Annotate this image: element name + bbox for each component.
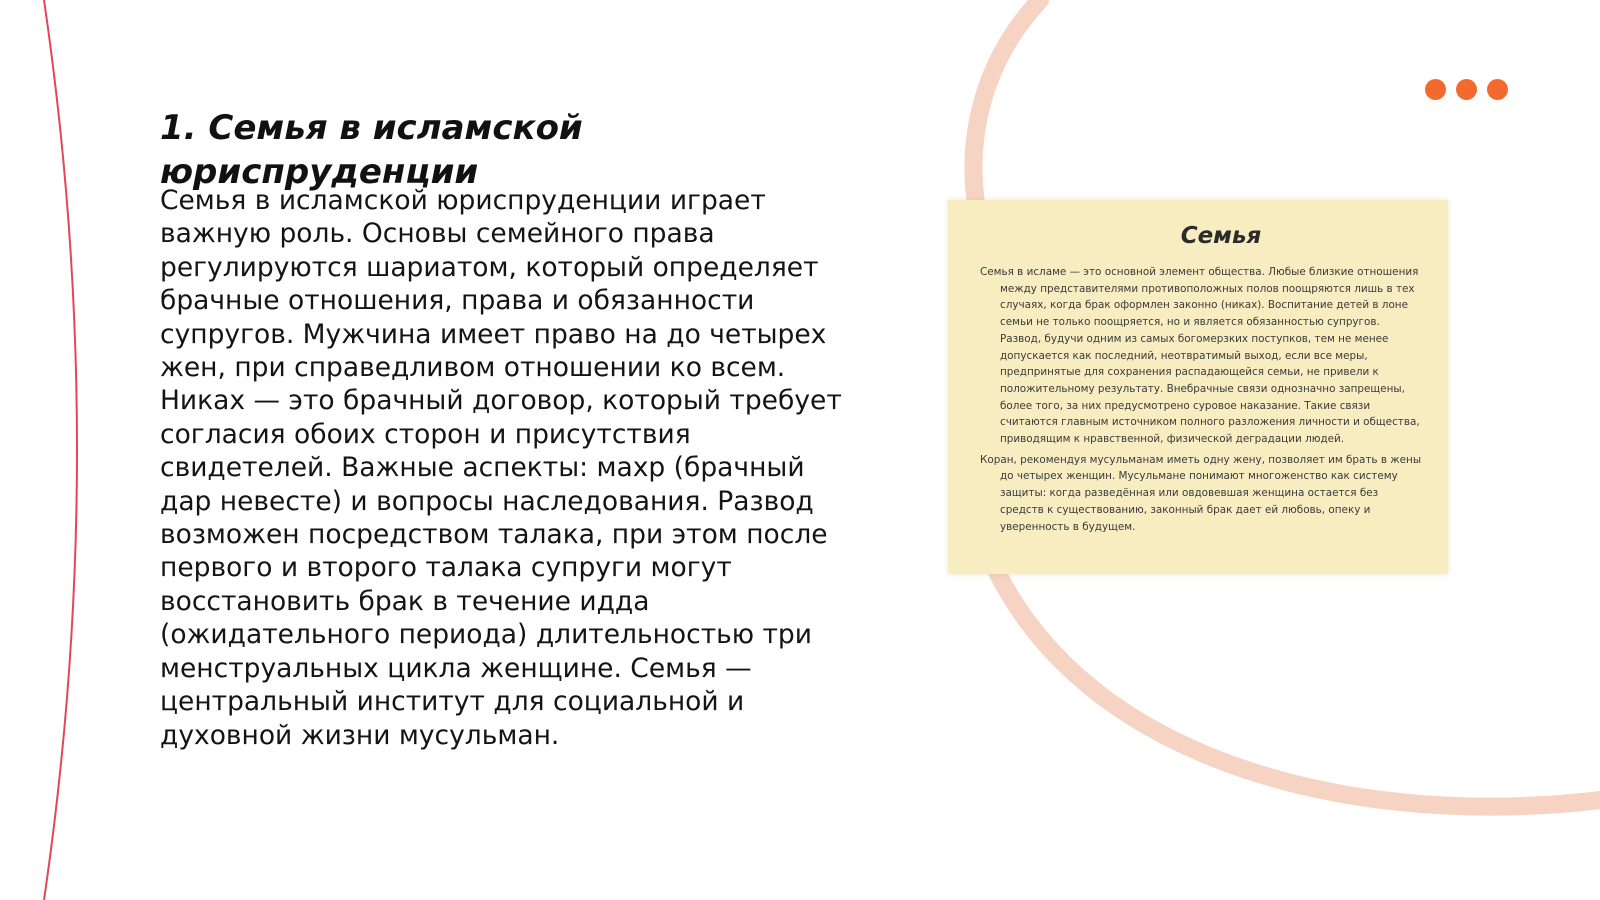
left-curve-line [44, 0, 77, 900]
slide-body-text: Семья в исламской юриспруденции играет важную роль. Основы семейного права регулируются шариатом, который определяет брачные отношения, права и обязанности супругов. Мужчина имеет право на до четырех жен, при справедливом отношении ко всем. Никах — это брачный договор, который требует согласия обоих сторон и присутствия свидетелей. Важные аспекты: махр (брачный дар невесте) и вопросы наследования. Развод возможен посредством талака, при этом после первого и второго талака супруги могут восстановить брак в течение идда (ожидательного периода) длительностью три менструальных цикла женщине. Семья — центральный институт для социальной и духовной жизни мусульман. [160, 185, 842, 751]
dot-icon [1487, 79, 1508, 100]
info-card-image [948, 200, 1448, 574]
card-title: Семья [1180, 223, 1262, 249]
card-paragraph: Семья в исламе — это основной элемент общества. Любые близкие отношения между представителями противоположных полов поощряются лишь в тех случаях, когда брак оформлен законно (никах). Воспитание детей в лоне семьи не только поощряется, но и является обязанностью супругов. Развод, будучи одним из самых богомерзких поступков, тем не менее допускается как последний, неотвратимый выход, если все меры, предпринятые для сохранения распадающейся семьи, не привели к положительному результату. Внебрачные связи однозначно запрещены, более того, за них предусмотрено суровое наказание. Такие связи считаются главным источником полного разложения личности и общества, приводящим к нравственной, физической деградации людей. [980, 266, 1420, 446]
dot-icon [1425, 79, 1446, 100]
dots-decoration [1425, 79, 1508, 100]
card-paragraph: Коран, рекомендуя мусульманам иметь одну жену, позволяет им брать в жены до четырех женщин. Мусульмане понимают многоженство как систему защиты: когда разведённая или овдовевшая женщина остается без средств к существованию, законный брак дает ей любовь, опеку и уверенность в будущем. [980, 453, 1422, 533]
dot-icon [1456, 79, 1477, 100]
slide-title: 1. Семья в исламской юриспруденции [160, 108, 583, 192]
decorative-ring-bottom-arc [985, 545, 1600, 807]
